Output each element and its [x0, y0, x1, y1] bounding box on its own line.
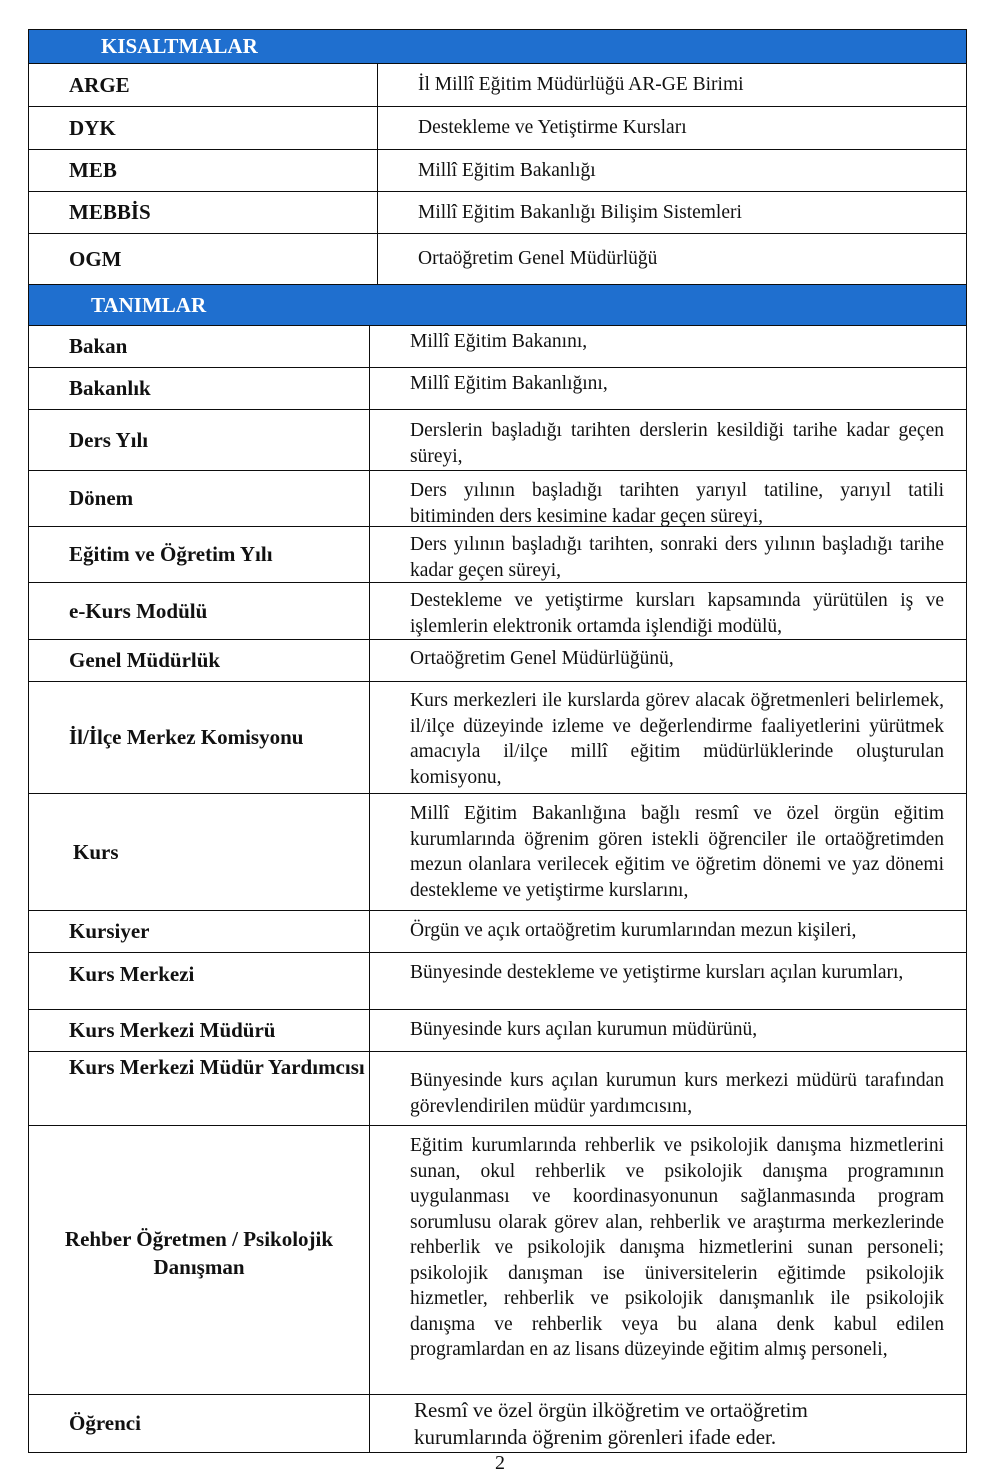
definition-row	[28, 583, 967, 640]
definitions-header	[28, 285, 967, 326]
definition-term: Kurs	[29, 794, 370, 910]
definition-text: Ortaöğretim Genel Müdürlüğünü,	[410, 648, 674, 669]
definition-row	[28, 1010, 967, 1052]
definition-text: Kurs merkezleri ile kurslarda görev alacak öğretmenleri belirlemek, il/ilçe düzeyinde izleme ve değerlendirme faaliyetlerini yürütmek amacıyla il/ilçe millî eğitim müdürlüklerinde oluşturulan komisyonu,	[410, 690, 944, 788]
abbreviation-term: ARGE	[29, 64, 378, 106]
definition-text: Millî Eğitim Bakanlığını,	[410, 373, 608, 394]
definition-term: Kurs Merkezi	[29, 953, 370, 1009]
abbreviation-row	[28, 192, 967, 234]
abbreviation-definition: Destekleme ve Yetiştirme Kursları	[418, 117, 687, 139]
abbreviation-term: MEB	[29, 150, 378, 191]
definition-term: İl/İlçe Merkez Komisyonu	[29, 682, 370, 793]
abbreviation-term: DYK	[29, 107, 378, 149]
definition-row	[28, 410, 967, 471]
definition-text: Derslerin başladığı tarihten derslerin kesildiği tarihe kadar geçen süreyi,	[410, 420, 944, 467]
definition-row	[28, 682, 967, 794]
definition-row	[28, 911, 967, 953]
definition-term: Dönem	[29, 471, 370, 526]
definition-term: Kurs Merkezi Müdür Yardımcısı	[29, 1052, 370, 1125]
abbreviation-definition: Millî Eğitim Bakanlığı Bilişim Sistemleri	[418, 201, 742, 223]
definition-term: Bakan	[29, 326, 370, 367]
definition-text: Ders yılının başladığı tarihten yarıyıl tatiline, yarıyıl tatili bitiminden ders kesimine kadar geçen süreyi,	[410, 480, 944, 527]
definition-text: Bünyesinde kurs açılan kurumun müdürünü,	[410, 1019, 758, 1040]
definition-term: Genel Müdürlük	[29, 640, 370, 681]
definition-text: Eğitim kurumlarında rehberlik ve psikolojik danışma hizmetlerini sunan, okul rehberlik ve psikolojik danışma programının uygulanması ve koordinasyonunun sağlanmasında program sorumlusu olarak görev alan, rehberlik ve araştırma merkezlerinde rehberlik ve psikolojik danışma hizmetlerini sunan personeli; psikolojik danışman ise üniversitelerin eğitimde psikolojik hizmetler, rehberlik ve psikolojik danışmanlık ile psikolojik danışma ve rehberlik veya bu alana denk kabul edilen programlardan en az lisans düzeyinde eğitim almış personeli,	[410, 1135, 944, 1360]
page-number: 2	[495, 1452, 505, 1474]
definition-row	[28, 1052, 967, 1126]
definition-row	[28, 326, 967, 368]
abbreviation-definition: İl Millî Eğitim Müdürlüğü AR-GE Birimi	[418, 74, 744, 96]
definition-term: Eğitim ve Öğretim Yılı	[29, 527, 370, 582]
definition-text: Örgün ve açık ortaöğretim kurumlarından mezun kişileri,	[410, 920, 857, 941]
abbreviations-header	[28, 29, 967, 64]
definitions-sheet	[28, 29, 967, 1453]
definition-row	[28, 1395, 967, 1453]
definition-text: Destekleme ve yetiştirme kursları kapsamında yürütülen iş ve işlemlerin elektronik ortamda işlendiği modülü,	[410, 590, 944, 637]
definition-row	[28, 640, 967, 682]
definition-text: Bünyesinde kurs açılan kurumun kurs merkezi müdürü tarafından görevlendirilen müdür yardımcısını,	[410, 1070, 944, 1117]
definitions-header-label: TANIMLAR	[91, 292, 207, 317]
abbreviation-row	[28, 64, 967, 107]
definition-term: Kurs Merkezi Müdürü	[29, 1010, 370, 1051]
definition-row	[28, 471, 967, 527]
abbreviation-row	[28, 234, 967, 285]
definition-text: Millî Eğitim Bakanlığına bağlı resmî ve özel örgün eğitim kurumlarında öğrenim gören istekli öğrenciler ile ortaöğretimden mezun olanlara verilecek eğitim ve öğretim dönemi ve yaz dönemi destekleme ve yetiştirme kurslarını,	[410, 803, 944, 901]
abbreviation-term: OGM	[29, 234, 378, 284]
definition-term: e-Kurs Modülü	[29, 583, 370, 639]
abbreviation-row	[28, 150, 967, 192]
abbreviation-definition: Ortaöğretim Genel Müdürlüğü	[418, 248, 658, 270]
definition-text: Bünyesinde destekleme ve yetiştirme kursları açılan kurumları,	[410, 962, 904, 983]
definition-row	[28, 953, 967, 1010]
definition-row	[28, 527, 967, 583]
definition-row	[28, 794, 967, 911]
definition-row	[28, 1126, 967, 1395]
definition-term: Ders Yılı	[29, 410, 370, 470]
definition-term: Öğrenci	[29, 1395, 370, 1452]
abbreviations-header-label: KISALTMALAR	[101, 34, 258, 58]
definition-term: Bakanlık	[29, 368, 370, 409]
definition-text: Millî Eğitim Bakanını,	[410, 331, 588, 352]
definition-text: Ders yılının başladığı tarihten, sonraki ders yılının başladığı tarihe kadar geçen süreyi,	[410, 534, 944, 581]
definition-row	[28, 368, 967, 410]
definition-term: Rehber Öğretmen / Psikolojik Danışman	[29, 1126, 370, 1394]
abbreviation-row	[28, 107, 967, 150]
definition-text: Resmî ve özel örgün ilköğretim ve ortaöğretim kurumlarında öğrenim görenleri ifade eder.	[414, 1398, 808, 1449]
abbreviation-definition: Millî Eğitim Bakanlığı	[418, 159, 596, 181]
abbreviation-term: MEBBİS	[29, 192, 378, 233]
definition-term: Kursiyer	[29, 911, 370, 952]
